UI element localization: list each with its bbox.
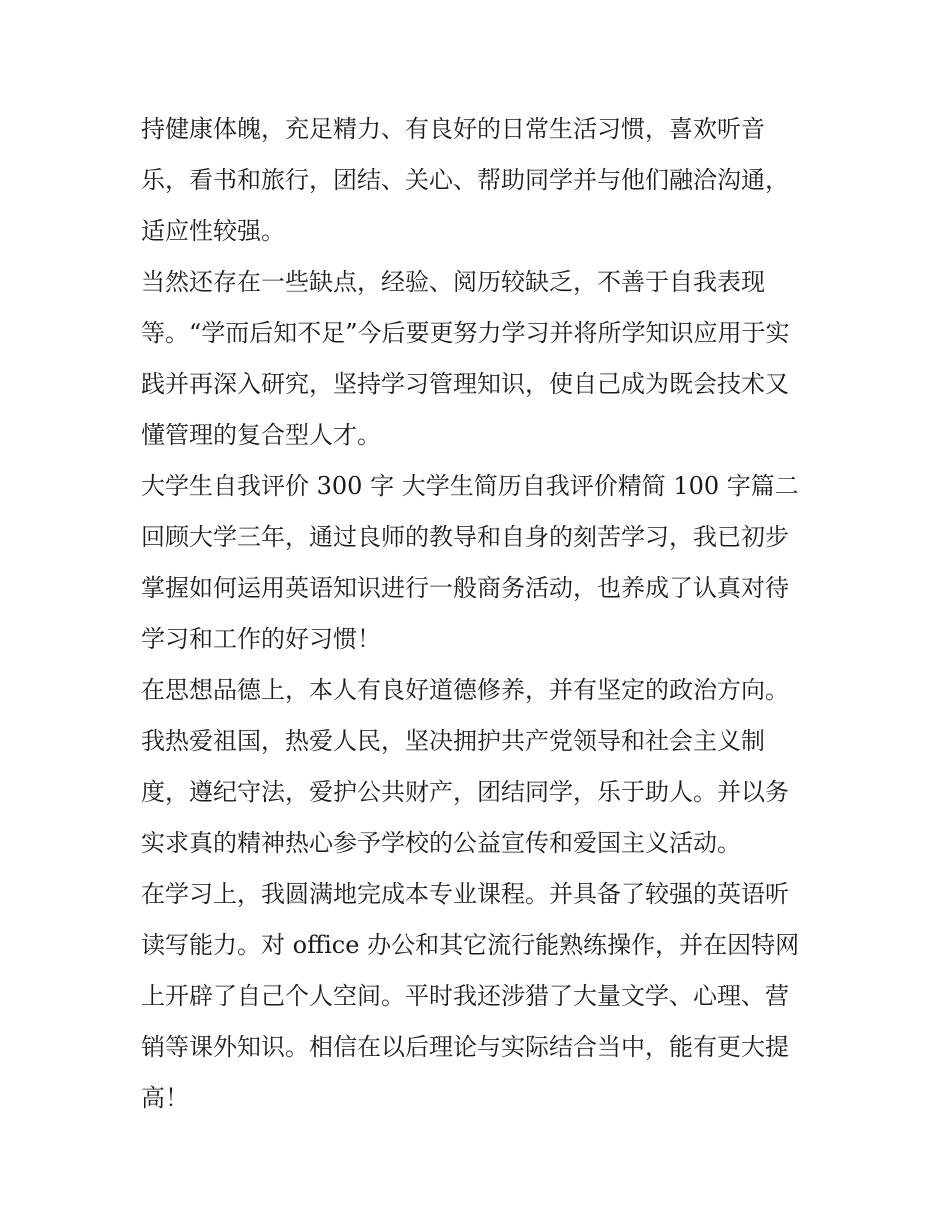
- text-line: 在思想品德上，本人有良好道德修养，并有坚定的政治方向。: [141, 676, 789, 704]
- text-line: 当然还存在一些缺点，经验、阅历较缺乏，不善于自我表现: [141, 268, 765, 296]
- text-line: 懂管理的复合型人才。: [141, 421, 381, 449]
- text-line: 上开辟了自己个人空间。平时我还涉猎了大量文学、心理、营: [141, 982, 789, 1010]
- text-line: 学习和工作的好习惯！: [141, 625, 381, 653]
- document-body: [141, 104, 821, 1124]
- text-line: 持健康体魄，充足精力、有良好的日常生活习惯，喜欢听音: [141, 115, 765, 143]
- text-line: 我热爱祖国，热爱人民，坚决拥护共产党领导和社会主义制: [141, 727, 765, 755]
- section-heading: 大学生自我评价 300 字 大学生简历自我评价精简 100 字篇二: [141, 472, 799, 500]
- text-line: 等。“学而后知不足”今后要更努力学习并将所学知识应用于实: [141, 319, 790, 347]
- text-line: 在学习上，我圆满地完成本专业课程。并具备了较强的英语听: [141, 880, 789, 908]
- text-line: 实求真的精神热心参予学校的公益宣传和爱国主义活动。: [141, 829, 741, 857]
- text-line: 高！: [141, 1084, 189, 1112]
- text-line: 回顾大学三年，通过良师的教导和自身的刻苦学习，我已初步: [141, 523, 789, 551]
- text-line: 践并再深入研究，坚持学习管理知识，使自己成为既会技术又: [141, 370, 789, 398]
- text-line: 度，遵纪守法，爱护公共财产，团结同学，乐于助人。并以务: [141, 778, 789, 806]
- text-line: 读写能力。对 office 办公和其它流行能熟练操作，并在因特网: [141, 931, 800, 959]
- text-line: 乐，看书和旅行，团结、关心、帮助同学并与他们融洽沟通，: [141, 166, 789, 194]
- text-line: 适应性较强。: [141, 217, 285, 245]
- text-line: 销等课外知识。相信在以后理论与实际结合当中，能有更大提: [141, 1033, 789, 1061]
- text-line: 掌握如何运用英语知识进行一般商务活动，也养成了认真对待: [141, 574, 789, 602]
